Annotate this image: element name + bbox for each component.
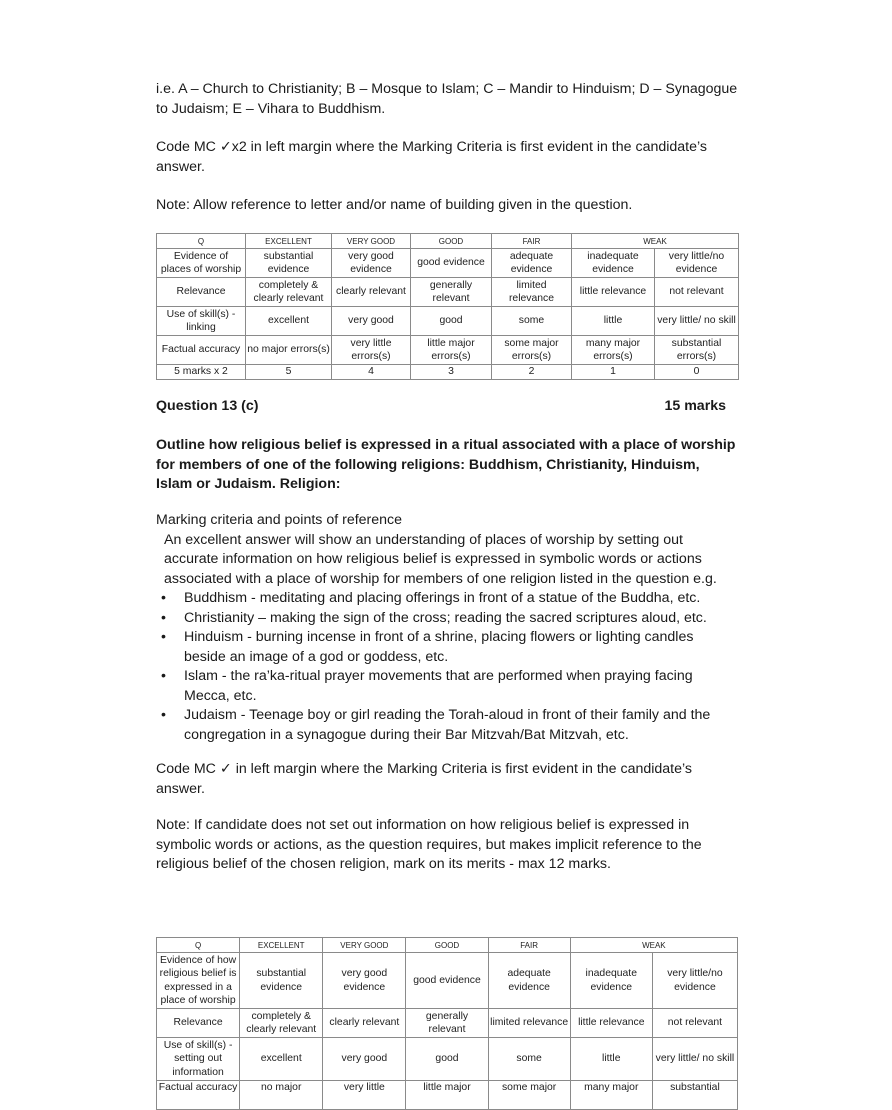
marking-table-1 bbox=[156, 233, 739, 380]
row-label: Factual accuracy bbox=[157, 1081, 240, 1110]
table-cell: 2 bbox=[492, 365, 572, 380]
table-cell: completely & clearly relevant bbox=[240, 1009, 323, 1038]
table-cell: inadequate evidence bbox=[570, 953, 652, 1009]
header-good: GOOD bbox=[406, 938, 488, 953]
criteria-heading: Marking criteria and points of reference bbox=[156, 512, 403, 528]
table-cell: 4 bbox=[332, 365, 411, 380]
table-cell: some major errors(s) bbox=[492, 336, 572, 365]
max-marks-note: Note: If candidate does not set out information on how religious belief is expressed in symbolic words or actions, as the question requires, but makes implicit reference to the religious belief of the chosen religion, mark on its merits - max 12 marks. bbox=[156, 817, 702, 872]
table-cell: substantial evidence bbox=[240, 953, 323, 1009]
table-cell: some bbox=[488, 1038, 570, 1081]
table-cell: little relevance bbox=[572, 278, 655, 307]
table-cell: not relevant bbox=[655, 278, 739, 307]
list-item: • Judaism - Teenage boy or girl reading the Torah-aloud in front of their family and the congregation in a synagogue during their Bar Mitzvah/Bat Mitzvah, etc. bbox=[161, 707, 711, 743]
header-fair: FAIR bbox=[488, 938, 570, 953]
header-q: Q bbox=[157, 938, 240, 953]
row-label: Factual accuracy bbox=[157, 336, 246, 365]
criteria-intro: An excellent answer will show an understanding of places of worship by setting out accurate information on how religious belief is expressed in symbolic words or actions associated with a place of worship for members of one religion listed in the question e.g. bbox=[164, 531, 717, 587]
table-cell: 1 bbox=[572, 365, 655, 380]
table-row bbox=[157, 278, 739, 307]
table-cell: no major errors(s) bbox=[246, 336, 332, 365]
intro-section bbox=[156, 80, 738, 216]
question-label: Question 13 (c) bbox=[156, 398, 259, 414]
code-mc-instruction: Code MC ✓x2 in left margin where the Marking Criteria is first evident in the candidate’s answer. bbox=[156, 139, 707, 175]
list-item: • Christianity – making the sign of the cross; reading the sacred scriptures aloud, etc. bbox=[156, 609, 736, 629]
table-row bbox=[157, 953, 738, 1009]
header-excellent: EXCELLENT bbox=[240, 938, 323, 953]
table-cell: excellent bbox=[240, 1038, 323, 1081]
header-very-good: VERY GOOD bbox=[332, 234, 411, 249]
table-cell: very good bbox=[323, 1038, 406, 1081]
table-row bbox=[157, 365, 739, 380]
table-cell: substantial errors(s) bbox=[655, 336, 739, 365]
table-cell: 3 bbox=[411, 365, 492, 380]
header-q: Q bbox=[157, 234, 246, 249]
table-cell: generally relevant bbox=[411, 278, 492, 307]
row-label: Use of skill(s) - setting out information bbox=[157, 1038, 240, 1081]
row-label: Use of skill(s) - linking bbox=[157, 307, 246, 336]
table-cell: very little bbox=[323, 1081, 406, 1110]
table-cell: good bbox=[406, 1038, 488, 1081]
row-label: 5 marks x 2 bbox=[157, 365, 246, 380]
table-cell: very little/no evidence bbox=[655, 249, 739, 278]
table-cell: some bbox=[492, 307, 572, 336]
list-item: • Islam - the ra’ka-ritual prayer movements that are performed when praying facing Mecca, etc. bbox=[161, 668, 693, 704]
table-cell: very good evidence bbox=[332, 249, 411, 278]
table-row bbox=[157, 336, 739, 365]
header-excellent: EXCELLENT bbox=[246, 234, 332, 249]
table-cell: good evidence bbox=[411, 249, 492, 278]
table-cell: good bbox=[411, 307, 492, 336]
row-label: Evidence of places of worship bbox=[157, 249, 246, 278]
table-cell: not relevant bbox=[652, 1009, 737, 1038]
header-good: GOOD bbox=[411, 234, 492, 249]
mapping-text: i.e. A – Church to Christianity; B – Mosque to Islam; C – Mandir to Hinduism; D – Synagogue to Judaism; E – Vihara to Buddhism. bbox=[156, 81, 738, 117]
row-label: Relevance bbox=[157, 278, 246, 307]
table-cell: very little/ no skill bbox=[655, 307, 739, 336]
table-row bbox=[157, 1081, 738, 1110]
table-cell: very little/ no skill bbox=[652, 1038, 737, 1081]
bullet-icon: • bbox=[161, 609, 166, 626]
table-cell: some major bbox=[488, 1081, 570, 1110]
question-heading bbox=[156, 398, 726, 414]
table-cell: completely & clearly relevant bbox=[246, 278, 332, 307]
table-cell: adequate evidence bbox=[492, 249, 572, 278]
table-cell: clearly relevant bbox=[323, 1009, 406, 1038]
question-marks: 15 marks bbox=[664, 398, 726, 414]
table-cell: no major bbox=[240, 1081, 323, 1110]
table-row bbox=[157, 249, 739, 278]
table-cell: limited relevance bbox=[488, 1009, 570, 1038]
question-title: Outline how religious belief is expressed in a ritual associated with a place of worship for members of one of the following religions: Buddhism, Christianity, Hinduism, Islam or Judaism. Religion: bbox=[156, 437, 736, 492]
table-cell: substantial evidence bbox=[246, 249, 332, 278]
table-cell: clearly relevant bbox=[332, 278, 411, 307]
bullet-icon: • bbox=[161, 629, 166, 645]
header-weak: WEAK bbox=[572, 234, 739, 249]
table-cell: little relevance bbox=[570, 1009, 652, 1038]
table-cell: substantial bbox=[652, 1081, 737, 1110]
marking-table-2 bbox=[156, 937, 738, 1110]
list-item: • Buddhism - meditating and placing offerings in front of a statue of the Buddha, etc. bbox=[156, 589, 736, 609]
table-cell: good evidence bbox=[406, 953, 488, 1009]
table-cell: very good evidence bbox=[323, 953, 406, 1009]
header-fair: FAIR bbox=[492, 234, 572, 249]
row-label: Evidence of how religious belief is expressed in a place of worship bbox=[157, 953, 240, 1009]
table-cell: many major bbox=[570, 1081, 652, 1110]
code-mc-instruction-2: Code MC ✓ in left margin where the Marking Criteria is first evident in the candidate’s answer. bbox=[156, 761, 693, 797]
table-cell: 0 bbox=[655, 365, 739, 380]
list-item: • Hinduism - burning incense in front of a shrine, placing flowers or lighting candles beside an image of a god or goddess, etc. bbox=[161, 629, 694, 665]
table-cell: very little errors(s) bbox=[332, 336, 411, 365]
bullet-icon: • bbox=[161, 590, 166, 606]
table-cell: little bbox=[570, 1038, 652, 1081]
table-cell: excellent bbox=[246, 307, 332, 336]
table-cell: limited relevance bbox=[492, 278, 572, 307]
table-row bbox=[157, 1038, 738, 1081]
reference-list bbox=[156, 589, 736, 745]
table-cell: little bbox=[572, 307, 655, 336]
table-cell: inadequate evidence bbox=[572, 249, 655, 278]
table-cell: little major bbox=[406, 1081, 488, 1110]
bullet-icon: • bbox=[161, 668, 166, 684]
header-very-good: VERY GOOD bbox=[323, 938, 406, 953]
marking-criteria bbox=[156, 511, 736, 745]
table-cell: many major errors(s) bbox=[572, 336, 655, 365]
bullet-icon: • bbox=[161, 707, 166, 723]
table-row bbox=[157, 1009, 738, 1038]
table-cell: very good bbox=[332, 307, 411, 336]
table-row bbox=[157, 307, 739, 336]
table-cell: very little/no evidence bbox=[652, 953, 737, 1009]
table-cell: little major errors(s) bbox=[411, 336, 492, 365]
header-weak: WEAK bbox=[570, 938, 737, 953]
table-cell: adequate evidence bbox=[488, 953, 570, 1009]
allow-reference-note: Note: Allow reference to letter and/or name of building given in the question. bbox=[156, 197, 633, 213]
table-cell: 5 bbox=[246, 365, 332, 380]
table-cell: generally relevant bbox=[406, 1009, 488, 1038]
row-label: Relevance bbox=[157, 1009, 240, 1038]
